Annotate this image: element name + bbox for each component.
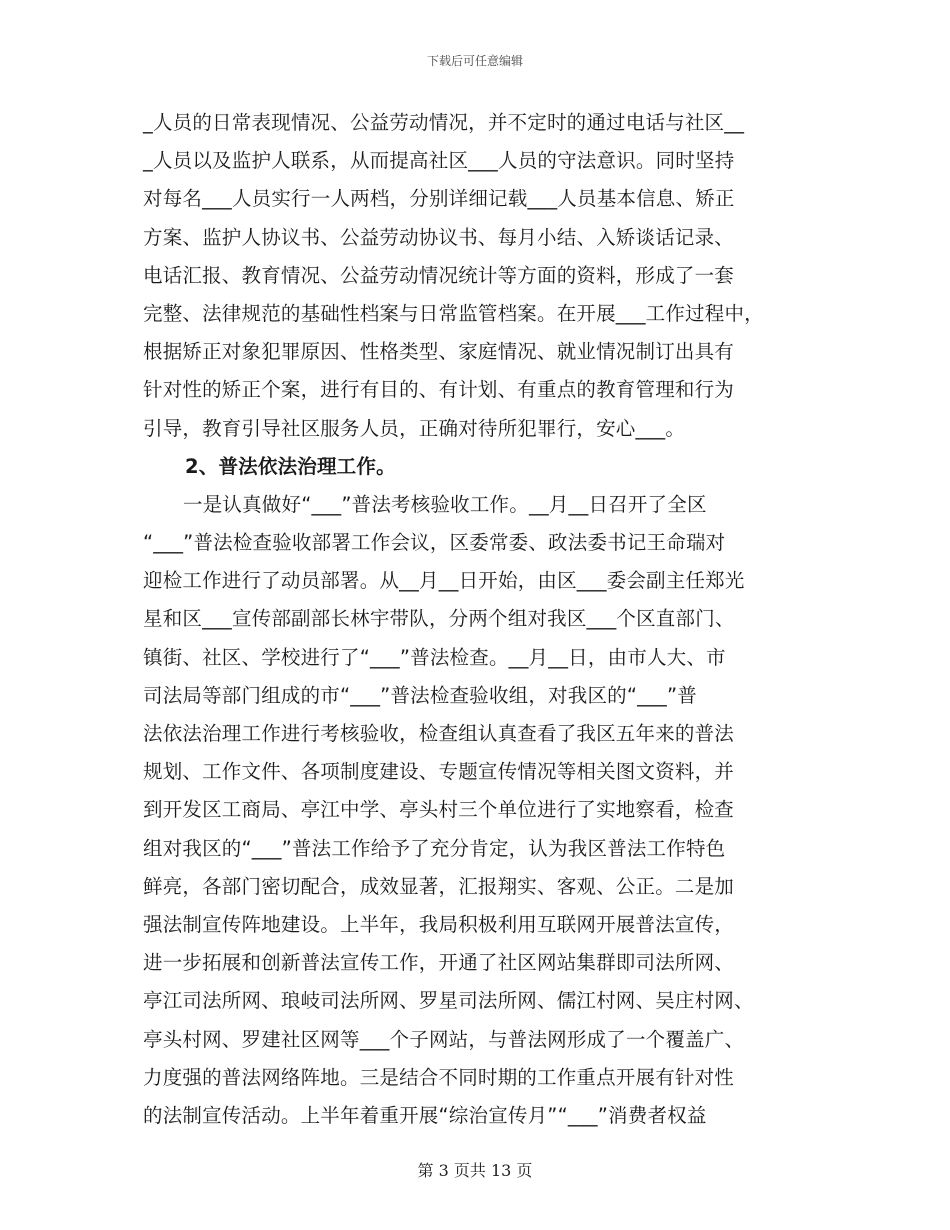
body-line: 方案、监护人协议书、公益劳动协议书、每月小结、入矫谈话记录、 [143,225,735,249]
body-line: 迎检工作进行了动员部署。从__月__日开始，由区___委会副主任郑光 [143,569,745,593]
body-line: 引导，教育引导社区服务人员，正确对待所犯罪行，安心___。 [143,416,686,440]
body-line: 电话汇报、教育情况、公益劳动情况统计等方面的资料，形成了一套 [143,263,735,287]
section-heading: 2、普法依法治理工作。 [185,454,396,478]
body-line: 完整、法律规范的基础性档案与日常监管档案。在开展___工作过程中， [143,301,764,325]
body-line: 司法局等部门组成的市“___”普法检查验收组，对我区的“___”普 [143,683,698,707]
body-line: 的法制宣传活动。上半年着重开展“综治宣传月”“___”消费者权益 [143,1103,707,1127]
body-line: 强法制宣传阵地建设。上半年，我局积极利用互联网开展普法宣传， [143,912,735,936]
body-line: 进一步拓展和创新普法宣传工作，开通了社区网站集群即司法所网、 [143,951,735,975]
body-line: 力度强的普法网络阵地。三是结合不同时期的工作重点开展有针对性 [143,1065,735,1089]
body-line: 法依法治理工作进行考核验收，检查组认真查看了我区五年来的普法 [143,722,735,745]
paragraph-first-line: 一是认真做好“___”普法考核验收工作。__月__日召开了全区 [183,492,707,516]
body-line: 到开发区工商局、亭江中学、亭头村三个单位进行了实地察看，检查 [143,798,735,822]
body-line: 镇街、社区、学校进行了“___”普法检查。__月__日，由市人大、市 [143,645,726,669]
page-header-note: 下载后可任意编辑 [426,54,523,68]
body-line: 亭头村网、罗建社区网等___个子网站，与普法网形成了一个覆盖广、 [143,1027,745,1051]
page-number: 第 3 页共 13 页 [417,1161,533,1180]
body-line: 根据矫正对象犯罪原因、性格类型、家庭情况、就业情况制订出具有 [143,340,735,364]
body-line: 对每名___人员实行一人两档，分别详细记载___人员基本信息、矫正 [143,187,735,211]
body-line: “___”普法检查验收部署工作会议，区委常委、政法委书记王命瑞对 [143,531,726,555]
body-line: 规划、工作文件、各项制度建设、专题宣传情况等相关图文资料，并 [143,760,735,784]
body-line: 星和区___宣传部副部长林宇带队，分两个组对我区___个区直部门、 [143,607,735,631]
document-body [143,104,823,1135]
body-line: 鲜亮，各部门密切配合，成效显著，汇报翔实、客观、公正。二是加 [143,874,735,898]
body-line: 组对我区的“___”普法工作给予了充分肯定，认为我区普法工作特色 [143,836,726,860]
body-line: _人员以及监护人联系，从而提高社区___人员的守法意识。同时坚持 [143,149,735,173]
body-line: 针对性的矫正个案，进行有目的、有计划、有重点的教育管理和行为 [143,378,735,402]
body-line: _人员的日常表现情况、公益劳动情况，并不定时的通过电话与社区__ [143,111,745,134]
body-line: 亭江司法所网、琅岐司法所网、罗星司法所网、儒江村网、吴庄村网、 [143,989,754,1013]
